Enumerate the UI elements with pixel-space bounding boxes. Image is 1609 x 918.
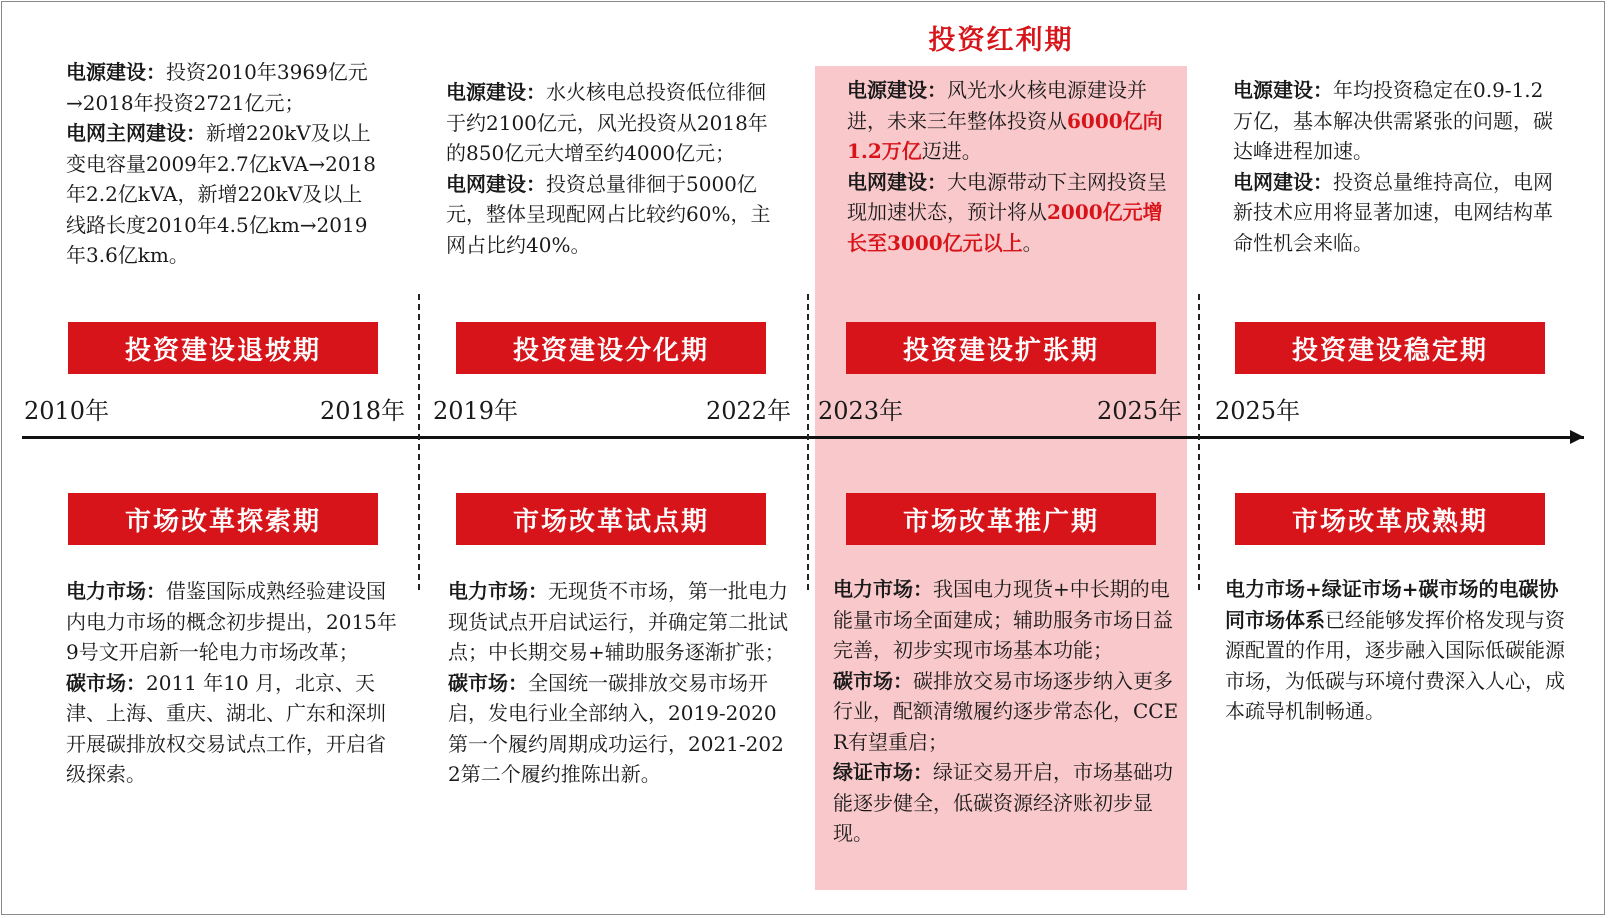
text-paragraph [448,576,796,668]
year-label-2018: 2018年 [320,397,406,425]
paragraph-text: 已经能够发挥价格发现与资源配置的作用，逐步融入国际低碳能源市场，为低碳与环境付费深入人心，成本疏导机制畅通。 [1225,607,1565,723]
timeline-axis [22,436,1584,439]
text-paragraph [833,757,1183,849]
period-divider-2025 [1198,294,1200,590]
paragraph-label: 电力市场+绿证市场+碳市场的电碳协同市场体系 [1225,577,1559,632]
year-label-2019: 2019年 [433,397,519,425]
paragraph-label: 电源建设： [847,78,947,102]
market-stage-promotion: 市场改革推广期 [846,493,1156,545]
paragraph-text: 全国统一碳排放交易市场开启，发电行业全部纳入，2019-2020第一个履约周期成功运行，2021-2022第二个履约推陈出新。 [448,670,784,786]
year-label-2025-start: 2025年 [1215,397,1301,425]
highlighted-figure: 2000亿元增长至3000亿元以上 [847,200,1163,255]
paragraph-text: 2011 年10 月，北京、天津、上海、重庆、湖北、广东和深圳开展碳排放权交易试点工作，开启省级探索。 [66,670,386,786]
text-paragraph [1225,574,1573,727]
text-paragraph [66,668,402,790]
paragraph-label: 电力市场： [448,579,548,603]
paragraph-text: 水火核电总投资低位徘徊于约2100亿元，风光投资从2018年的850亿元大增至约4000亿元； [446,80,768,165]
year-label-2025-end: 2025年 [1097,397,1183,425]
paragraph-text: 风光水火核电源建设并进，未来三年整体投资从 [847,78,1147,133]
invest-stage-stable: 投资建设稳定期 [1235,322,1545,374]
text-paragraph [833,666,1183,758]
paragraph-text: 。 [1022,230,1043,255]
paragraph-label: 电源建设： [446,80,546,104]
invest-text-2010-2018 [66,57,382,271]
paragraph-label: 电网建设： [446,171,546,196]
paragraph-text: 迈进。 [921,139,982,163]
text-paragraph [847,167,1167,259]
market-text-2023-2025 [833,574,1183,849]
paragraph-text: 投资总量维持高位，电网新技术应用将显著加速，电网结构革命性机会来临。 [1233,169,1553,255]
paragraph-text: 我国电力现货+中长期的电能量市场全面建成；辅助服务市场日益完善，初步实现市场基本功能； [833,577,1173,662]
market-stage-exploration: 市场改革探索期 [68,493,378,545]
paragraph-label: 电网主网建设： [66,121,206,145]
text-paragraph [66,57,382,118]
paragraph-label: 绿证市场： [833,760,933,784]
paragraph-text: 年均投资稳定在0.9-1.2万亿，基本解决供需紧张的问题，碳达峰进程加速。 [1233,78,1553,163]
market-stage-pilot: 市场改革试点期 [456,493,766,545]
highlight-title: 投资红利期 [928,25,1074,56]
market-text-2025-onward [1225,574,1573,727]
text-paragraph [446,169,778,261]
text-paragraph [1233,75,1563,167]
text-paragraph [448,668,796,790]
paragraph-text: 借鉴国际成熟经验建设国内电力市场的概念初步提出，2015年9号文开启新一轮电力市场改革； [66,579,397,664]
year-label-2023: 2023年 [818,397,904,425]
text-paragraph [66,118,382,271]
market-text-2019-2022 [448,576,796,790]
text-paragraph [1233,167,1563,259]
paragraph-text: 无现货不市场，第一批电力现货试点开启试运行，并确定第二批试点；中长期交易+辅助服务逐渐扩张； [448,579,788,664]
paragraph-label: 电力市场： [833,577,933,601]
period-divider-2018-2019 [418,294,420,590]
invest-text-2025-onward [1233,75,1563,258]
invest-stage-decline: 投资建设退坡期 [68,322,378,374]
text-paragraph [446,77,778,169]
paragraph-text: 投资2010年3969亿元→2018年投资2721亿元； [66,60,368,115]
paragraph-label: 碳市场： [448,670,528,695]
paragraph-text: 绿证交易开启，市场基础功能逐步健全，低碳资源经济账初步显现。 [833,760,1173,845]
highlighted-figure: 6000亿向1.2万亿 [847,108,1163,163]
paragraph-label: 电网建设： [847,169,947,194]
invest-text-2019-2022 [446,77,778,260]
paragraph-label: 电源建设： [66,60,166,84]
paragraph-label: 碳市场： [833,668,913,693]
invest-stage-divergence: 投资建设分化期 [456,322,766,374]
text-paragraph [847,75,1167,167]
paragraph-label: 电源建设： [1233,78,1333,102]
invest-text-2023-2025 [847,75,1167,258]
timeline-arrowhead [1570,430,1584,444]
text-paragraph [66,576,402,668]
invest-stage-expansion: 投资建设扩张期 [846,322,1156,374]
text-paragraph [833,574,1183,666]
period-divider-2022-2023 [807,294,809,590]
year-label-2010: 2010年 [24,397,110,425]
paragraph-label: 碳市场： [66,670,146,695]
market-stage-mature: 市场改革成熟期 [1235,493,1545,545]
year-label-2022: 2022年 [706,397,792,425]
market-text-2010-2018 [66,576,402,790]
paragraph-label: 电网建设： [1233,169,1333,194]
paragraph-label: 电力市场： [66,579,166,603]
paragraph-text: 新增220kV及以上变电容量2009年2.7亿kVA→2018年2.2亿kVA，新增220kV及以上线路长度2010年4.5亿km→2019年3.6亿km。 [66,121,377,267]
paragraph-text: 大电源带动下主网投资呈现加速状态，预计将从 [847,169,1167,224]
paragraph-text: 碳排放交易市场逐步纳入更多行业，配额清缴履约逐步常态化，CCER有望重启； [833,668,1179,754]
paragraph-text: 投资总量徘徊于5000亿元，整体呈现配网占比较约60%，主网占比约40%。 [446,171,771,257]
